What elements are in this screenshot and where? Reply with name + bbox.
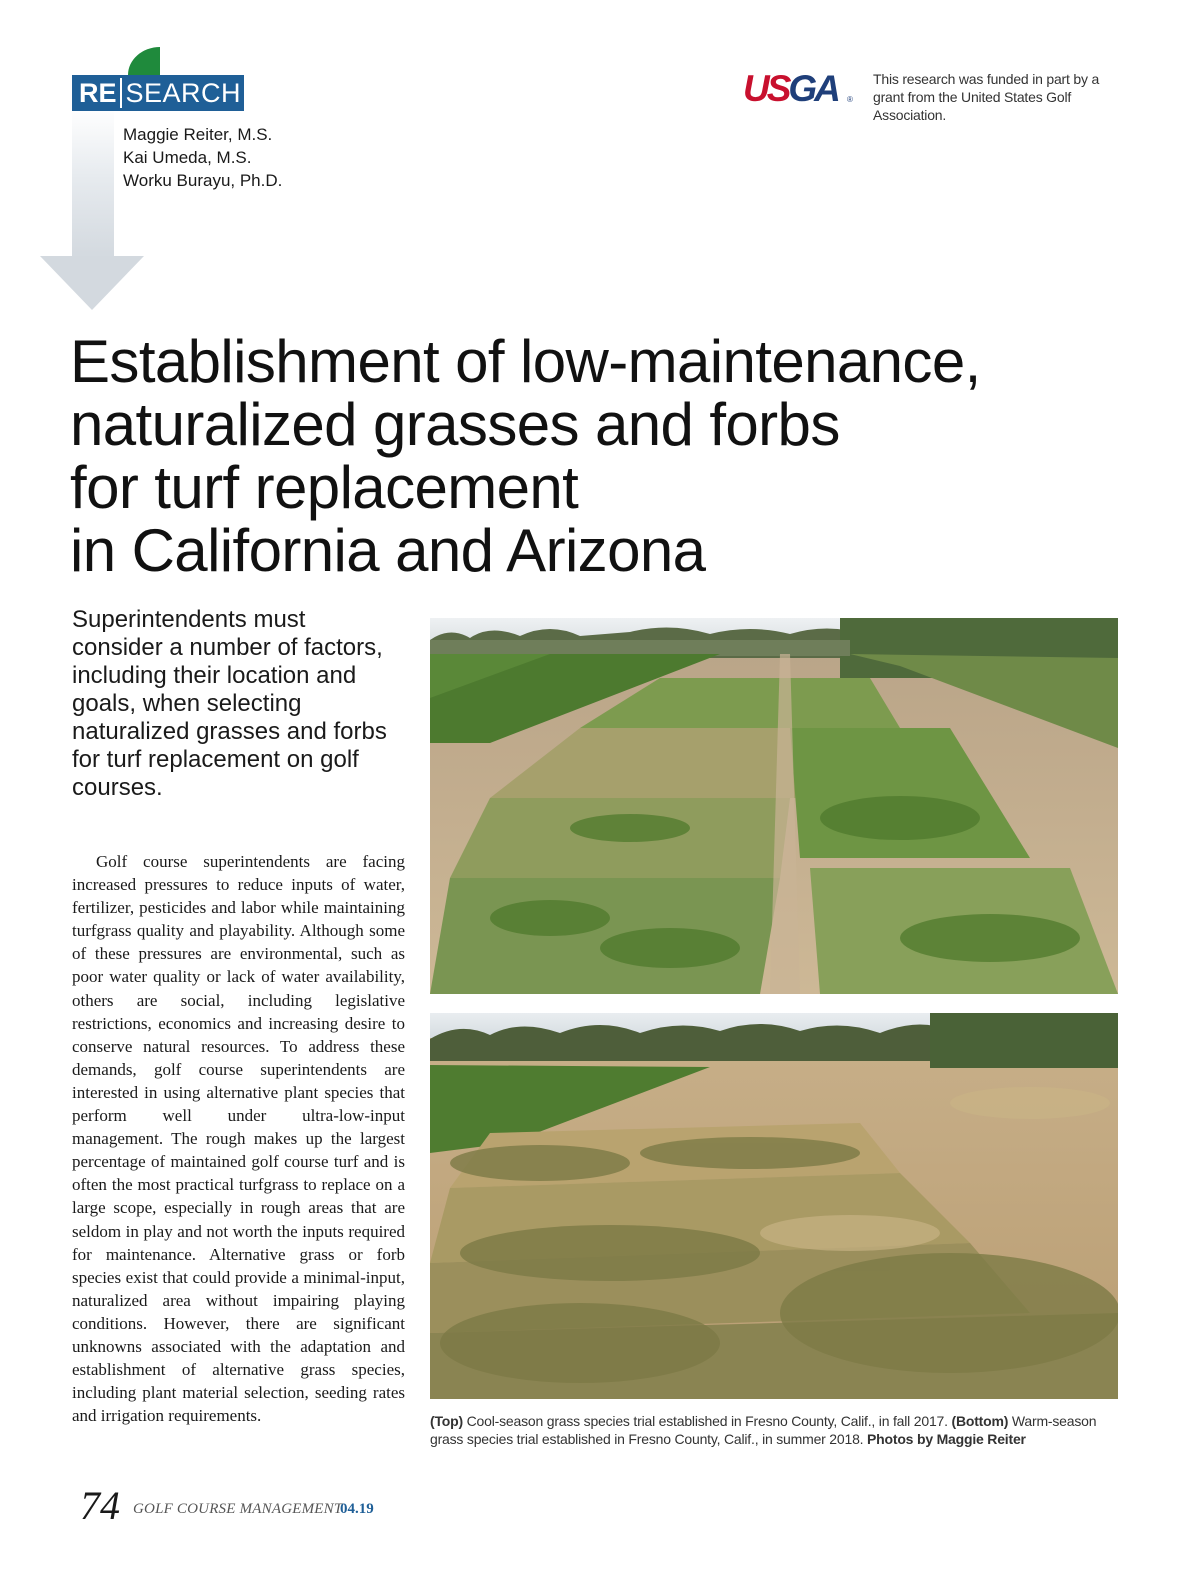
research-arrow-head xyxy=(40,256,144,310)
author-list xyxy=(123,123,282,192)
article-body: Golf course superintendents are facing increased pressures to reduce inputs of water, fertilizer, pesticides and labor while maintaining turfgrass quality and playability. Although some of these pressures are environmental, such as poor water quality or lack of water availability, others are social, including legislative restrictions, economics and increasing desire to conserve natural resources. To address these demands, golf course superintendents are interested in using alternative plant species that perform well under ultra-low-input management. The rough makes up the largest percentage of maintained golf course turf and is often the most practical turfgrass to replace on a large scope, especially in rough areas that are seldom in play and not worth the inputs required for maintenance. Alternative grass or forb species exist that could provide a minimal-input, naturalized area without impairing playing conditions. However, there are significant unknowns associated with the adaptation and establishment of alternative grass species, including plant material selection, seeding rates and irrigation requirements. xyxy=(72,852,405,1426)
funding-note: This research was funded in part by a grant from the United States Golf Association. xyxy=(873,71,1100,123)
leaf-icon xyxy=(128,47,160,75)
photo-cool-season-trial xyxy=(430,618,1118,994)
author-name: Worku Burayu, Ph.D. xyxy=(123,171,283,190)
registered-mark-icon: ® xyxy=(847,95,853,104)
badge-divider xyxy=(120,78,122,108)
author-name: Kai Umeda, M.S. xyxy=(123,148,252,167)
caption-bottom-text: Warm-season grass species trial established in Fresno County, Calif., in summer 2018. xyxy=(430,1413,1097,1447)
caption-top-label: (Top) xyxy=(430,1413,463,1429)
research-arrow-shaft xyxy=(72,108,114,258)
photo-warm-season-image xyxy=(430,1013,1118,1399)
caption-bottom-label: (Bottom) xyxy=(951,1413,1009,1429)
usga-logo-text: USGA xyxy=(743,68,838,109)
photo-credit: Photos by Maggie Reiter xyxy=(867,1431,1026,1447)
article-deck: Superintendents must consider a number of factors, including their location and goals, when selecting naturalized grasses and forbs for turf replacement on golf courses. xyxy=(72,606,387,801)
title-line: naturalized grasses and forbs xyxy=(70,391,840,458)
research-badge xyxy=(72,75,244,111)
magazine-name: GOLF COURSE MANAGEMENT xyxy=(133,1501,343,1517)
title-line: Establishment of low-maintenance, xyxy=(70,328,981,395)
title-line: for turf replacement xyxy=(70,454,579,521)
usga-logo xyxy=(743,68,838,109)
author-name: Maggie Reiter, M.S. xyxy=(123,125,273,144)
article-title xyxy=(70,330,1150,582)
photo-caption xyxy=(430,1412,1120,1448)
issue-date: 04.19 xyxy=(340,1501,374,1517)
caption-top-text: Cool-season grass species trial established in Fresno County, Calif., in fall 2017. xyxy=(462,1413,952,1429)
photo-warm-season-trial xyxy=(430,1013,1118,1399)
badge-search: SEARCH xyxy=(125,77,242,108)
badge-re: RE xyxy=(79,77,117,108)
photo-cool-season-image xyxy=(430,618,1118,994)
page-number: 74 xyxy=(80,1483,120,1528)
title-line: in California and Arizona xyxy=(70,517,706,584)
